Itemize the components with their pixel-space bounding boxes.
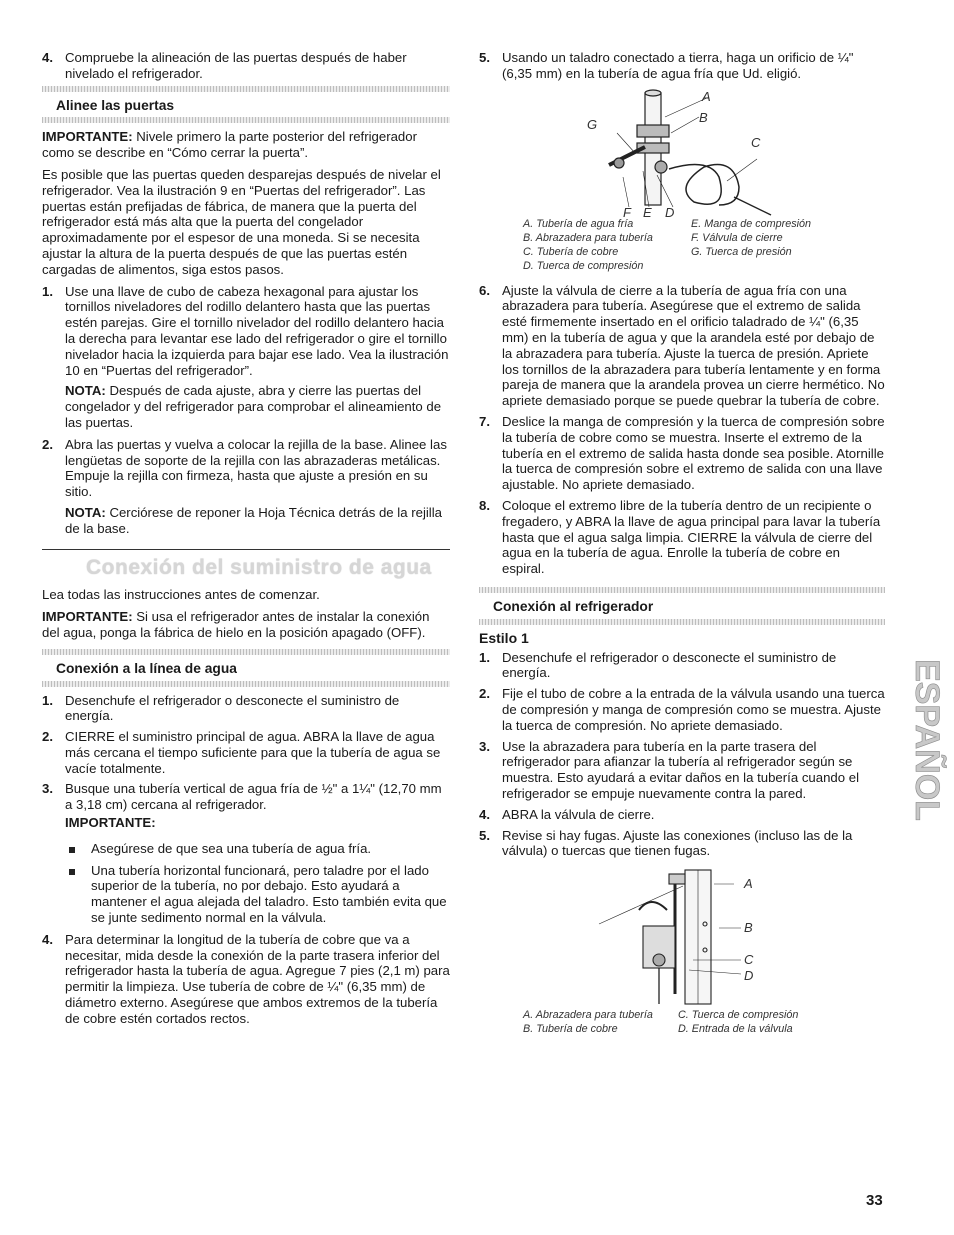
item-text: Fije el tubo de cobre a la entrada de la válvula usando una tuerca de compresión y manga de compresión como se muestra. Ajuste la tuerca de compresión. No apriete demasiado. [502,686,885,733]
item-number: 6. [479,282,490,298]
shutoff-valve-illustration [479,87,885,220]
list-item [479,828,885,860]
body-paragraph: Es posible que las puertas queden desparejas después de nivelar el refrigerador. Vea la ilustración 9 en “Puertas del refrigerador”. Las puertas están prefijadas de fábrica, de manera que la puerta del refrigerador está más alta que la puerta del congelador aproximadamente por el espesor de una moneda. Si se necesita ajustar la altura de la puerta después de que las puertas estén cargadas de alimentos, siga estos pasos. [42,166,441,277]
list-item [42,693,450,725]
label-d: D [665,204,675,220]
label-c: C [744,952,754,968]
label-c: C [751,134,761,150]
item-number: 4. [42,50,53,65]
list-item [479,283,885,409]
item-number: 1. [479,649,490,665]
item-number: 3. [42,781,53,797]
caption-item: G. Tuerca de presión [691,245,792,258]
list-item [479,650,885,682]
important-label: IMPORTANTE: [42,129,133,145]
label-a: A [702,88,711,104]
item-number: 4. [42,931,53,947]
item-number: 1. [42,692,53,708]
item-text: CIERRE el suministro principal de agua. ABRA la llave de agua más cercana el tiempo suficiente para que la tubería de agua se vacíe totalmente. [65,729,441,776]
caption-item: D. Entrada de la válvula [678,1023,793,1036]
label-g: G [587,116,598,132]
figure-caption [523,1008,885,1036]
left-column [42,50,450,1032]
item-text: Para determinar la longitud de la tubería de cobre que va a necesitar, mida desde la conexión de la parte trasera inferior del refrigerador hasta la tubería de agua. Agregue 7 pies (2,1 m) para permitir la limpieza. Use tubería de cobre de ¼" (6,35 mm) de diámetro externo. Asegúrese que ambos extremos de la tubería de cobre estén cortados rectos. [65,931,450,1026]
note-text: Después de cada ajuste, abra y cierre las puertas del congelador y del refrigerador para comprobar el alineamiento de las puertas. [65,383,442,430]
bullet-text: Asegúrese de que sea una tubería de agua fría. [91,840,372,856]
list-item [42,932,450,1027]
item-text: Abra las puertas y vuelva a colocar la rejilla de la base. Alinee las lengüetas de soporte de la rejilla con las abrazaderas metálicas. Empuje la rejilla con firmeza, hasta que ajuste a presión en su sitio. [65,436,447,500]
subsection-header-line [42,655,450,681]
important-text: Nivele primero la parte posterior del refrigerador como se describe en “Cómo cerrar la puerta”. [42,129,417,161]
caption-item: E. Manga de compresión [691,217,812,230]
bullet-item [65,841,450,857]
item-text: Busque una tubería vertical de agua fría de ½" a 1¼" (12,70 mm a 3,18 cm) cercana al refrigerador. [65,781,442,813]
bullet-text: Una tubería horizontal funcionará, pero taladre por el lado superior de la tubería, no por debajo. Esto ayudará a mantener el agua alejada del taladro. Esto también evita que se junte sedimento normal en la válvula. [91,862,447,926]
caption-item: A. Abrazadera para tubería [523,1009,653,1022]
item-number: 2. [479,686,490,702]
important-paragraph [42,609,450,641]
subsection-header-fridge [479,593,885,619]
section-divider [42,549,450,550]
label-f: F [623,204,631,220]
item-number: 4. [479,806,490,822]
item-number: 7. [479,413,490,429]
label-a: A [744,876,753,892]
list-item [42,284,450,379]
caption-item: C. Tuerca de compresión [678,1009,799,1022]
style-heading: Estilo 1 [479,629,529,646]
list-item [479,498,885,577]
figure-caption [523,217,885,273]
bullet-icon [65,841,91,857]
label-b: B [699,109,708,125]
list-item [42,50,450,82]
note-text: Cerciórese de reponer la Hoja Técnica detrás de la rejilla de la base. [65,504,442,536]
label-d: D [744,968,754,984]
subsection-title: Conexión a la línea de agua [56,660,237,676]
item-text: Deslice la manga de compresión y la tuerca de compresión sobre la tubería de cobre como se muestra. Inserte el extremo de la tubería en el extremo de salida hasta donde sea posible. Atornille la tuerca de compresión sobre el extremo de salida con una llave ajustable. No apriete demasiado. [502,413,885,493]
important-label: IMPORTANTE: [65,815,156,831]
item-text: Ajuste la válvula de cierre a la tubería de agua fría con una abrazadera para tubería. Asegúrese que el extremo de salida esté firmemente insertado en el orificio taladrado de ¼" (6,35 mm) en la tubería de agua y que la arandela esté por debajo de la abrazadera para tubería. Ajuste la tuerca de presión. Apriete los tornillos de la abrazadera para tubería lentamente y en forma pareja de manera que la arandela provea un cierre hermético. No apriete demasiado porque se puede quebrar la tubería de cobre. [502,282,885,409]
note-label: NOTA: [65,504,106,520]
valve-inlet-illustration [479,864,885,1004]
caption-item: A. Tubería de agua fría [523,217,634,230]
item-text: Use una llave de cubo de cabeza hexagonal para ajustar los tornillos niveladores del rodillo delantero hasta que las puertas estén parejas. Gire el tornillo nivelador del rodillo delantero hacia la derecha para levantar ese lado del refrigerador o gire el tornillo nivelador hacia la izquierda para bajar ese lado. Vea la ilustración 10 en “Puertas del refrigerador”. [65,283,449,378]
note-paragraph [65,383,450,430]
subsection-header-align [42,92,450,118]
item-text: Use la abrazadera para tubería en la parte trasera del refrigerador para afianzar la tubería al refrigerador según se muestra. Esto ayudará a evitar daños en la tubería cuando el refrigerador se empuje nuevamente contra la pared. [502,738,860,801]
side-tab-label: ESPAÑOL [908,659,946,821]
section-title: Conexión del suministro de agua [86,555,432,579]
item-text: Usando un taladro conectado a tierra, haga un orificio de ¼" (6,35 mm) en la tubería de agua fría que Ud. eligió. [502,50,854,81]
caption-item: D. Tuerca de compresión [523,259,644,272]
item-text: Coloque el extremo libre de la tubería dentro de un recipiente o fregadero, y ABRA la llave de agua principal para lavar la tubería hasta que el agua salga limpia. CIERRE la válvula de cierre del agua en la tubería de agua. Enrolle la tubería de cobre en espiral. [502,497,881,577]
caption-item: B. Abrazadera para tubería [523,231,653,244]
caption-item: B. Tubería de cobre [523,1023,618,1036]
item-number: 1. [42,283,53,299]
item-number: 3. [479,738,490,754]
list-item [42,781,450,813]
caption-item: C. Tubería de cobre [523,245,619,258]
item-text: Revise si hay fugas. Ajuste las conexiones (incluso las de la válvula) o tuercas que tienen fugas. [502,827,853,859]
important-paragraph [42,129,450,161]
item-text: Desenchufe el refrigerador o desconecte el suministro de energía. [65,692,400,724]
list-item [479,686,885,733]
item-text: Desenchufe el refrigerador o desconecte el suministro de energía. [502,649,837,681]
bullet-item [65,863,450,926]
item-number: 5. [479,827,490,843]
valve-diagram [479,87,885,220]
list-item [479,414,885,493]
caption-item: F. Válvula de cierre [691,231,783,244]
list-item [42,437,450,500]
right-column [479,50,885,1036]
note-label: NOTA: [65,383,106,399]
list-item [42,729,450,776]
item-number: 2. [42,729,53,745]
label-e: E [643,204,652,220]
item-number: 8. [479,497,490,513]
important-label: IMPORTANTE: [42,609,133,625]
bullet-icon [65,863,91,926]
body-paragraph: Lea todas las instrucciones antes de comenzar. [42,587,320,603]
item-text: Compruebe la alineación de las puertas después de haber nivelado el refrigerador. [65,50,407,81]
subsection-title: Alinee las puertas [56,97,175,113]
list-item [479,50,885,82]
item-number: 2. [42,436,53,452]
important-text: Si usa el refrigerador antes de instalar la conexión del agua, ponga la fábrica de hielo en la posición apagado (OFF). [42,609,430,640]
inlet-diagram [479,864,885,1004]
subsection-title: Conexión al refrigerador [493,598,654,614]
language-side-tab [896,640,946,840]
item-number: 5. [479,50,490,65]
item-text: ABRA la válvula de cierre. [502,806,655,822]
label-b: B [744,920,753,936]
note-paragraph [65,505,450,537]
page-number: 33 [866,1192,883,1209]
list-item [479,739,885,802]
list-item [479,807,885,823]
